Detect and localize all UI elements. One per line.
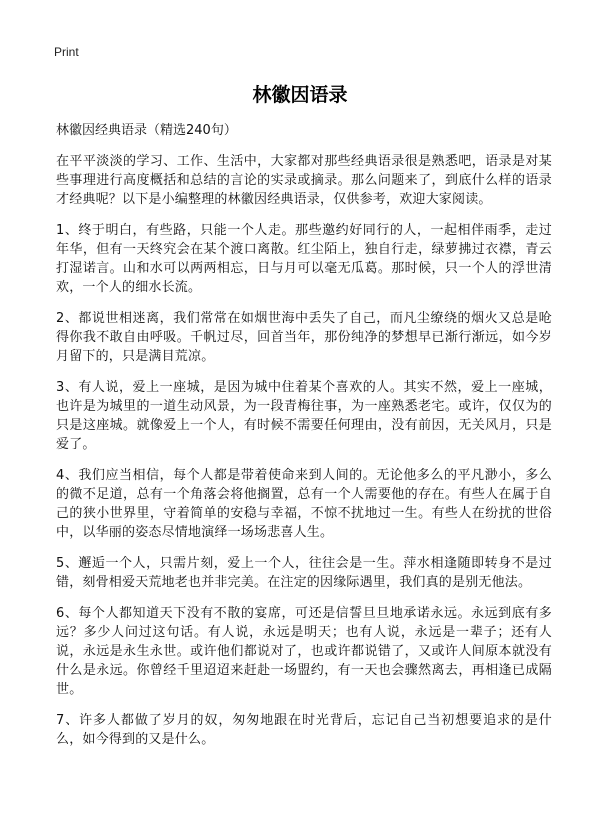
intro-paragraph: 在平平淡淡的学习、工作、生活中，大家都对那些经典语录很是熟悉吧，语录是对某些事理进行高度概括和总结的言论的实录或摘录。那么问题来了，到底什么样的语录才经典呢？以下是小编整理的林徽因经典语录，仅供参考，欢迎大家阅读。 xyxy=(56,154,552,207)
quote-paragraph-4: 4、我们应当相信，每个人都是带着使命来到人间的。无论他多么的平凡渺小，多么的微不足道，总有一个角落会将他搁置，总有一个人需要他的存在。有些人在属于自己的狭小世界里，守着简单的安稳与幸福，不惊不扰地过一生。有些人在纷扰的世俗中，以华丽的姿态尽情地演绎一场场悲喜人生。 xyxy=(56,468,552,540)
page-title: 林徽因语录 xyxy=(252,84,348,106)
quote-paragraph-3: 3、有人说，爱上一座城，是因为城中住着某个喜欢的人。其实不然，爱上一座城，也许是为城里的一道生动风景，为一段青梅往事，为一座熟悉老宅。或许，仅仅为的只是这座城。就像爱上一个人，有时候不需要任何理由，没有前因，无关风月，只是爱了。 xyxy=(56,380,552,452)
quote-paragraph-2: 2、都说世相迷离，我们常常在如烟世海中丢失了自己，而凡尘缭绕的烟火又总是呛得你我不敢自由呼吸。千帆过尽，回首当年，那份纯净的梦想早已渐行渐远，如今岁月留下的，只是满目荒凉。 xyxy=(56,311,552,364)
print-link[interactable]: Print xyxy=(54,45,79,59)
quote-paragraph-1: 1、终于明白，有些路，只能一个人走。那些邀约好同行的人，一起相伴雨季，走过年华，但有一天终究会在某个渡口离散。红尘陌上，独自行走，绿萝拂过衣襟，青云打湿诺言。山和水可以两两相忘，日与月可以毫无瓜葛。那时候，只一个人的浮世清欢，一个人的细水长流。 xyxy=(56,223,552,295)
quote-paragraph-6: 6、每个人都知道天下没有不散的宴席，可还是信誓旦旦地承诺永远。永远到底有多远？多少人问过这句话。有人说，永远是明天；也有人说，永远是一辈子；还有人说，永远是永生永世。或许他们都说对了，也或许都说错了，又或许人间原本就没有什么是永远。你曾经千里迢迢来赶赴一场盟约，有一天也会骤然离去，再相逢已成隔世。 xyxy=(56,606,552,697)
article-subtitle: 林徽因经典语录（精选240句） xyxy=(56,123,237,138)
quote-paragraph-5: 5、邂逅一个人，只需片刻，爱上一个人，往往会是一生。萍水相逢随即转身不是过错，刻骨相爱天荒地老也并非完美。在注定的因缘际遇里，我们真的是别无他法。 xyxy=(56,556,552,590)
article-body xyxy=(56,122,552,761)
quote-paragraph-7: 7、许多人都做了岁月的奴，匆匆地跟在时光背后，忘记自己当初想要追求的是什么，如今得到的又是什么。 xyxy=(56,713,552,747)
